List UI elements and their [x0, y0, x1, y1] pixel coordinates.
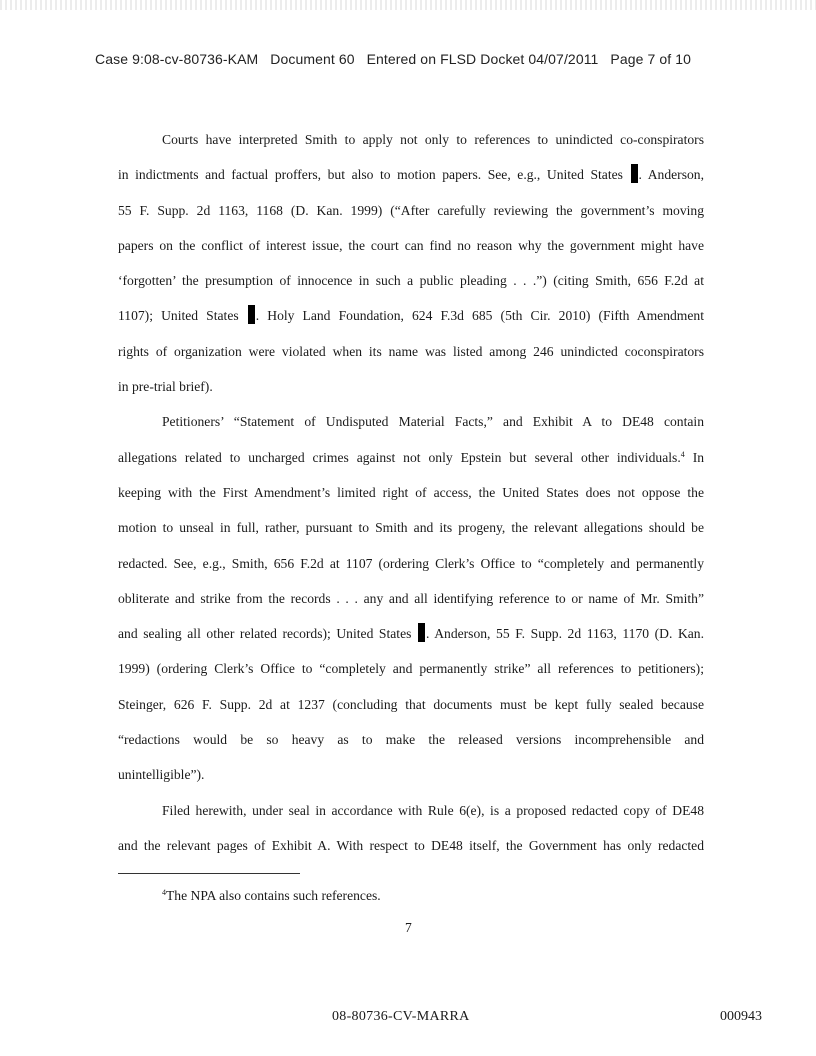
- body-line: redacted. See, e.g., Smith, 656 F.2d at 1107 (ordering Clerk’s Office to “completely and permanently: [118, 555, 704, 571]
- body-line: 55 F. Supp. 2d 1163, 1168 (D. Kan. 1999) (“After carefully reviewing the government’s moving: [118, 202, 704, 218]
- redaction-bar: [631, 164, 638, 183]
- body-line: Courts have interpreted Smith to apply not only to references to unindicted co-conspirators: [162, 132, 704, 147]
- ecf-header: Case 9:08-cv-80736-KAM Document 60 Entered on FLSD Docket 04/07/2011 Page 7 of 10: [95, 51, 692, 67]
- body-line: allegations related to uncharged crimes against not only Epstein but several other individuals.$^4$ In: [118, 449, 705, 465]
- body-line: Filed herewith, under seal in accordance with Rule 6(e), is a proposed redacted copy of DE48: [162, 802, 704, 818]
- body-line: papers on the conflict of interest issue, the court can find no reason why the government might have: [118, 237, 704, 253]
- footnote-ref: 4: [680, 449, 685, 459]
- document-body: [118, 122, 704, 863]
- body-line: and sealing all other related records); United States . Anderson, 55 F. Supp. 2d 1163, 1170 (D. Kan.: [118, 616, 704, 651]
- scan-artifact: [0, 0, 816, 10]
- body-line: Steinger, 626 F. Supp. 2d at 1237 (concluding that documents must be kept fully sealed because: [118, 696, 704, 712]
- bates-number: 000943: [720, 1009, 762, 1024]
- body-line: 1999) (ordering Clerk’s Office to “completely and permanently strike” all references to petitioners);: [118, 661, 704, 677]
- body-line: motion to unseal in full, rather, pursuant to Smith and its progeny, the relevant allegations should be: [118, 520, 704, 536]
- body-line: unintelligible”).: [118, 767, 205, 783]
- body-line: in pre-trial brief).: [118, 379, 213, 395]
- page-number: 7: [405, 920, 412, 935]
- body-line: obliterate and strike from the records . . . any and all identifying reference to or name of Mr. Smith”: [118, 590, 704, 606]
- body-line: ‘forgotten’ the presumption of innocence in such a public pleading . . .”) (citing Smith, 656 F.2d at: [118, 273, 704, 289]
- footnote-text: The NPA also contains such references.: [166, 888, 381, 903]
- body-line: rights of organization were violated when its name was listed among 246 unindicted coconspirators: [118, 343, 704, 359]
- footnote-divider: [118, 873, 300, 874]
- redaction-bar: [248, 305, 255, 324]
- body-line: 1107); United States . Holy Land Foundation, 624 F.3d 685 (5th Cir. 2010) (Fifth Amendment: [118, 298, 704, 333]
- body-line: “redactions would be so heavy as to make the released versions incomprehensible and: [118, 732, 704, 748]
- redaction-bar: [418, 623, 425, 642]
- body-line: Petitioners’ “Statement of Undisputed Material Facts,” and Exhibit A to DE48 contain: [162, 414, 704, 430]
- body-line: keeping with the First Amendment’s limited right of access, the United States does not oppose the: [118, 484, 704, 500]
- bates-case-label: 08-80736-CV-MARRA: [332, 1009, 470, 1024]
- footnote-number: 4: [162, 888, 166, 897]
- body-line: in indictments and factual proffers, but also to motion papers. See, e.g., United States . Anderson,: [118, 157, 704, 192]
- footnote: [162, 888, 381, 904]
- body-line: and the relevant pages of Exhibit A. With respect to DE48 itself, the Government has only redacted: [118, 837, 704, 853]
